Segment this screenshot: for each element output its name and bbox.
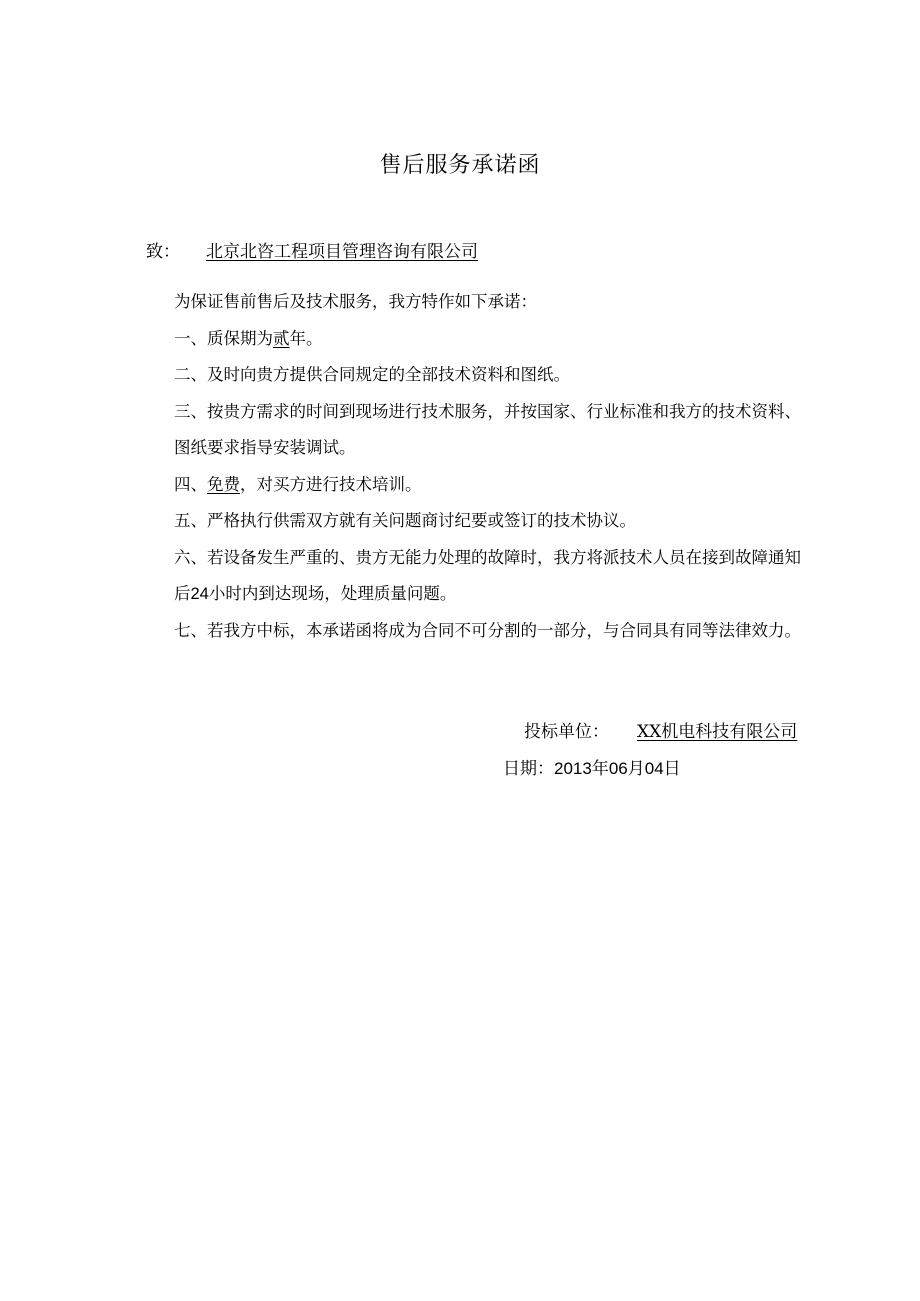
bidder-label: 投标单位： xyxy=(524,722,609,742)
item-1 xyxy=(174,321,814,358)
page-title: 售后服务承诺函 xyxy=(379,153,541,178)
item-6 xyxy=(174,540,814,613)
bidder-name: XX机电科技有限公司 xyxy=(637,722,798,742)
date-month: 06 xyxy=(608,759,628,778)
response-hours: 24 xyxy=(190,585,209,603)
item-4-suffix: ，对买方进行技术培训。 xyxy=(240,474,422,494)
warranty-term: 贰 xyxy=(273,328,290,348)
item-7: 七、若我方中标，本承诺函将成为合同不可分割的一部分，与合同具有同等法律效力。 xyxy=(174,620,801,640)
item-1-suffix: 年。 xyxy=(289,328,323,348)
item-3: 三、按贵方需求的时间到现场进行技术服务，并按国家、行业标准和我方的技术资料、图纸要求指导安装调试。 xyxy=(174,401,801,457)
date-month-unit: 月 xyxy=(627,759,645,779)
recipient-line xyxy=(146,237,478,262)
commitment-body xyxy=(174,284,814,649)
free-training-term: 免费 xyxy=(207,474,240,494)
date-line xyxy=(503,754,681,779)
date-day-unit: 日 xyxy=(663,759,681,779)
intro-paragraph: 为保证售前售后及技术服务，我方特作如下承诺： xyxy=(174,292,537,311)
date-label: 日期： xyxy=(503,759,554,779)
item-5: 五、严格执行供需双方就有关问题商讨纪要或签订的技术协议。 xyxy=(174,511,636,530)
recipient-label: 致： xyxy=(146,242,180,262)
bidder-line xyxy=(524,717,797,742)
recipient-company: 北京北咨工程项目管理咨询有限公司 xyxy=(206,242,478,262)
item-4-prefix: 四、 xyxy=(174,474,207,494)
item-2: 二、及时向贵方提供合同规定的全部技术资料和图纸。 xyxy=(174,365,570,384)
item-4 xyxy=(174,467,814,504)
item-6-part-b: 小时内到达现场，处理质量问题。 xyxy=(208,584,457,603)
date-year: 2013 xyxy=(554,759,592,778)
date-day: 04 xyxy=(644,759,664,778)
item-6-part-a: 六、若设备发生严重的、贵方无能力处理的故障时，我方将派技术人员在接到故障通知后 xyxy=(174,547,801,603)
date-year-unit: 年 xyxy=(591,759,609,779)
item-1-prefix: 一、质保期为 xyxy=(174,328,273,348)
